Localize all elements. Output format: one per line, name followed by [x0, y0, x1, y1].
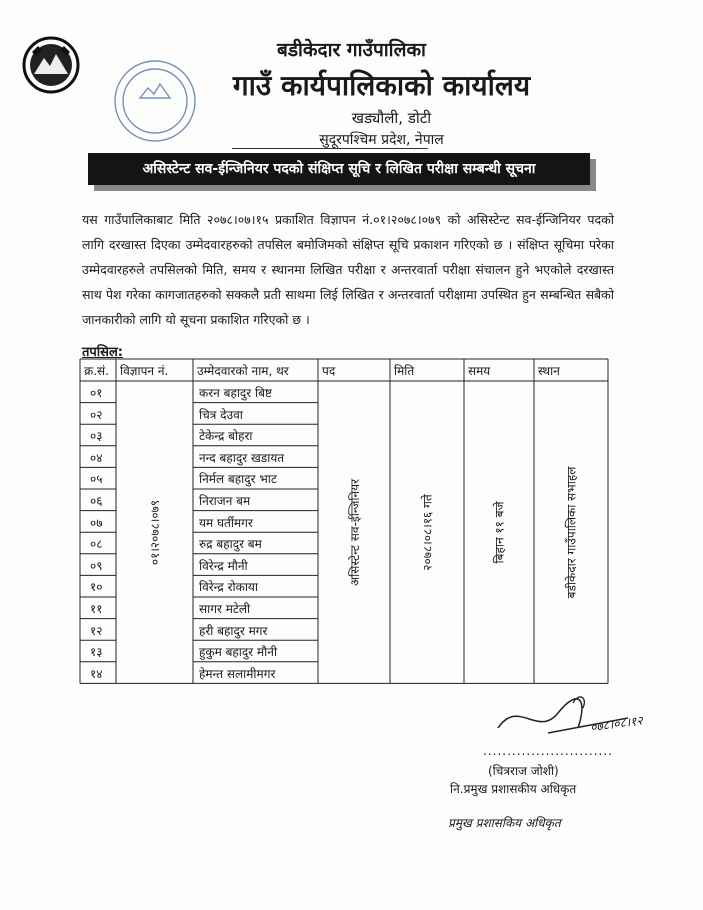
vacancy-number: ०१।२०७८।०७९	[148, 499, 163, 565]
candidate-name: यम घर्तीमगर	[199, 515, 253, 530]
municipality-name: बडीकेदार गाउँपालिका	[277, 39, 426, 61]
serial-number: ०९	[90, 558, 103, 573]
serial-number: ०१	[90, 386, 103, 400]
candidate-name: विरेन्द्र मौनी	[199, 558, 248, 573]
serial-number: १४	[90, 666, 103, 681]
signatory-title: नि.प्रमुख प्रशासकीय अधिकृत	[450, 782, 577, 796]
candidate-name: निर्मल बहादुर भाट	[199, 472, 277, 487]
details-label: तपसिल:	[82, 345, 123, 360]
signature-line: ...........................	[483, 744, 613, 758]
signature-date: ०७८।०८।१२	[589, 713, 644, 735]
table-header-6: स्थान	[538, 364, 560, 378]
exam-date: २०७८।०८।१६ गते	[420, 493, 435, 571]
post-name: असिस्टेन्ट सव-ईन्जिनियर	[347, 478, 362, 586]
serial-number: ०४	[90, 450, 103, 465]
province-line: सुदूरपश्चिम प्रदेश, नेपाल	[319, 132, 444, 148]
candidate-name: हेमन्त सलामीमगर	[199, 666, 276, 681]
signatory-name: (चित्रराज जोशी)	[488, 764, 559, 778]
candidate-name: हरी बहादुर मगर	[199, 623, 268, 638]
serial-number: ०८	[90, 537, 103, 552]
serial-number: १२	[90, 623, 103, 638]
serial-number: ११	[90, 602, 103, 616]
candidate-name: निराजन बम	[199, 494, 251, 508]
exam-venue: बडीकेदार गाउँपालिका सभाहल	[564, 466, 579, 599]
serial-number: १३	[90, 645, 103, 660]
office-title: गाउँ कार्यपालिकाको कार्यालय	[232, 69, 531, 102]
candidate-name: हुकुम बहादुर मौनी	[199, 645, 278, 660]
candidate-name: टेकेन्द्र बोहरा	[199, 429, 253, 444]
candidate-name: विरेन्द्र रोकाया	[199, 580, 258, 595]
candidate-name: रुद्र बहादुर बम	[199, 537, 262, 552]
candidate-name: चित्र देउवा	[199, 407, 243, 422]
table-header-5: समय	[468, 364, 491, 378]
candidate-name: नन्द बहादुर खडायत	[199, 450, 285, 465]
notice-title-banner: असिस्टेन्ट सव-ईन्जिनियर पदको संक्षिप्त सूचि र लिखित परीक्षा सम्बन्धी सूचना	[88, 153, 590, 185]
serial-number: १०	[90, 580, 103, 595]
table-header-0: क्र.सं.	[84, 364, 109, 378]
office-location: खड्यौली, डोटी	[351, 109, 432, 127]
candidate-name: करन बहादुर बिष्ट	[199, 386, 272, 400]
table-header-1: विज्ञापन नं.	[120, 364, 169, 378]
serial-number: ०७	[90, 515, 103, 530]
notice-body: यस गाउँपालिकाबाट मिति २०७८।०७।१५ प्रकाशित विज्ञापन नं.०१।२०७८।०७९ को असिस्टेन्ट सव-ईन्जिनियर पदको लागि दरखास्त दिएका उम्मेदवारहरुको तपसिल बमोजिमको संक्षिप्त सूचि प्रकाशन गरिएको छ । संक्षिप्त सूचिमा परेका उम्मेदवारहरुले तपसिलको मिति, समय र स्थानमा लिखित परीक्षा र अन्तरवार्ता परीक्षा संचालन हुने भएकोले दरखास्त साथ पेश गरेका कागजातहरुको सक्कलै प्रती साथमा लिई लिखित र अन्तरवार्ता परीक्षामा उपस्थित हुन सम्बन्धित सबैको जानकारीको लागि यो सूचना प्रकाशित गरिएको छ ।	[82, 212, 614, 327]
serial-number: ०६	[90, 494, 103, 508]
serial-number: ०२	[90, 407, 103, 422]
table-header-3: पद	[322, 364, 336, 378]
handwritten-title: प्रमुख प्रशासकिय अधिकृत	[448, 816, 561, 830]
table-header-4: मिति	[394, 364, 415, 378]
exam-time: बिहान ११ बजे	[492, 501, 507, 564]
serial-number: ०५	[90, 472, 103, 487]
table-header-2: उम्मेदवारको नाम, थर	[197, 364, 289, 378]
serial-number: ०३	[90, 429, 103, 444]
candidate-name: सागर मटेली	[199, 602, 251, 616]
